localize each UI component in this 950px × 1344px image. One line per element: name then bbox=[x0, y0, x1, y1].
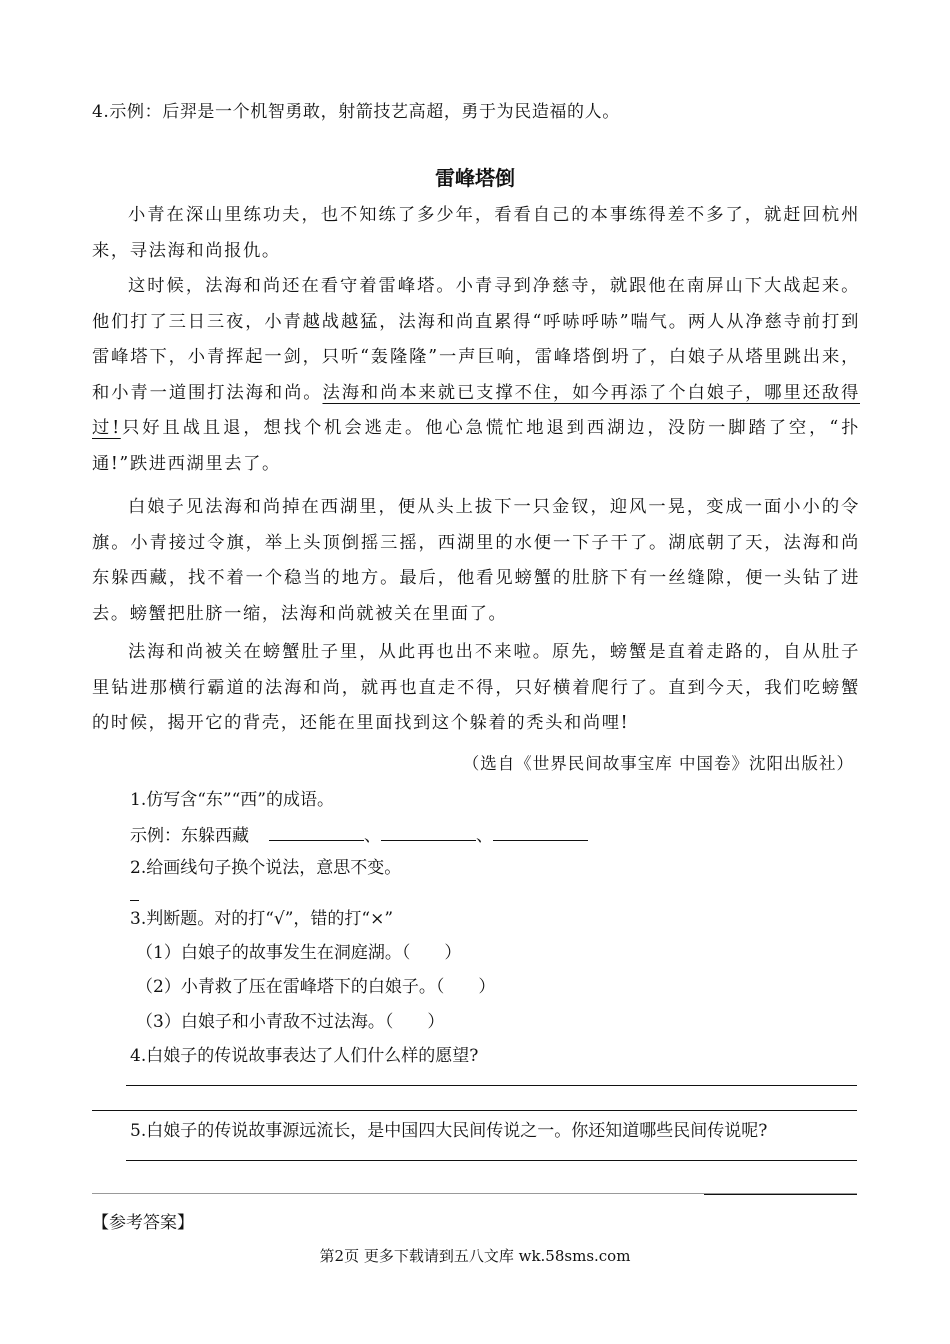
question-4: 4.白娘子的传说故事表达了人们什么样的愿望? bbox=[130, 1046, 479, 1066]
question-3-item-2: （2）小青救了压在雷峰塔下的白娘子。（ ） bbox=[136, 977, 496, 997]
paragraph-2-text-before: 这时候，法海和尚还在看守着雷峰塔。小青寻到净慈寺，就跟他在南屏山下大战起来。他们打了三日三夜，小青越战越猛，法海和尚直累得“呼哧呼哧”喘气。两人从净慈寺前打到雷峰塔下，小青挥起一剑，只听“轰隆隆”一声巨响，雷峰塔倒坍了，白娘子从塔里跳出来，和小青一道围打法海和尚。 bbox=[92, 276, 860, 403]
question-3-item-3: （3）白娘子和小青敌不过法海。（ ） bbox=[136, 1012, 445, 1032]
story-paragraph-1: 小青在深山里练功夫，也不知练了多少年，看看自己的本事练得差不多了，就赶回杭州来，寻法海和尚报仇。 bbox=[92, 205, 860, 261]
page-footer: 第2页 更多下载请到五八文库 wk.58sms.com bbox=[319, 1247, 631, 1265]
paragraph-2-text-after: 只好且战且退，想找个机会逃走。他心急慌忙地退到西湖边，没防一脚踏了空，“扑通!”跌进西湖里去了。 bbox=[92, 418, 860, 474]
question-5-answer-line-1[interactable] bbox=[126, 1160, 857, 1161]
story-paragraph-3: 白娘子见法海和尚掉在西湖里，便从头上拔下一只金钗，迎风一晃，变成一面小小的令旗。小青接过令旗，举上头顶倒摇三摇，西湖里的水便一下子干了。湖底朝了天，法海和尚东躲西藏，找不着一个稳当的地方。最后，他看见螃蟹的肚脐下有一丝缝隙，便一头钻了进去。螃蟹把肚脐一缩，法海和尚就被关在里面了。 bbox=[92, 497, 860, 624]
question-1: 1.仿写含“东”“西”的成语。 bbox=[130, 790, 334, 810]
question-2-answer-line[interactable] bbox=[130, 900, 139, 901]
question-1-example: 示例：东躲西藏 bbox=[130, 826, 249, 846]
story-paragraph-4: 法海和尚被关在螃蟹肚子里，从此再也出不来啦。原先，螃蟹是直着走路的，自从肚子里钻进那横行霸道的法海和尚，就再也直走不得，只好横着爬行了。直到今天，我们吃螃蟹的时候，揭开它的背壳，还能在里面找到这个躲着的秃头和尚哩! bbox=[92, 642, 860, 733]
question-3: 3.判断题。对的打“√”，错的打“×” bbox=[130, 909, 394, 929]
answer-blank-2[interactable] bbox=[381, 822, 476, 841]
answers-heading: 【参考答案】 bbox=[92, 1213, 194, 1233]
question-2: 2.给画线句子换个说法，意思不变。 bbox=[130, 858, 402, 878]
question-5: 5.白娘子的传说故事源远流长，是中国四大民间传说之一。你还知道哪些民间传说呢? bbox=[130, 1121, 768, 1141]
story-source: （选自《世界民间故事宝库 中国卷》沈阳出版社） bbox=[462, 754, 854, 773]
story-paragraph-2 bbox=[92, 269, 860, 482]
question-4-answer-line-2[interactable] bbox=[92, 1110, 857, 1111]
previous-answer-4: 4.示例：后羿是一个机智勇敢，射箭技艺高超，勇于为民造福的人。 bbox=[92, 102, 620, 122]
blank-separator: 、 bbox=[364, 826, 381, 846]
question-5-answer-line-end bbox=[704, 1194, 857, 1195]
question-1-answer-row bbox=[130, 822, 850, 848]
underlined-sentence: 法海和尚本来就已支撑不住，如今再添了个白娘子，哪里还敌得过! bbox=[92, 382, 860, 438]
question-3-item-1: （1）白娘子的故事发生在洞庭湖。（ ） bbox=[136, 943, 462, 963]
story-title: 雷峰塔倒 bbox=[435, 166, 515, 190]
blank-separator: 、 bbox=[476, 826, 493, 846]
answer-blank-3[interactable] bbox=[493, 822, 588, 841]
answer-blank-1[interactable] bbox=[269, 822, 364, 841]
question-4-answer-line-1[interactable] bbox=[126, 1085, 857, 1086]
